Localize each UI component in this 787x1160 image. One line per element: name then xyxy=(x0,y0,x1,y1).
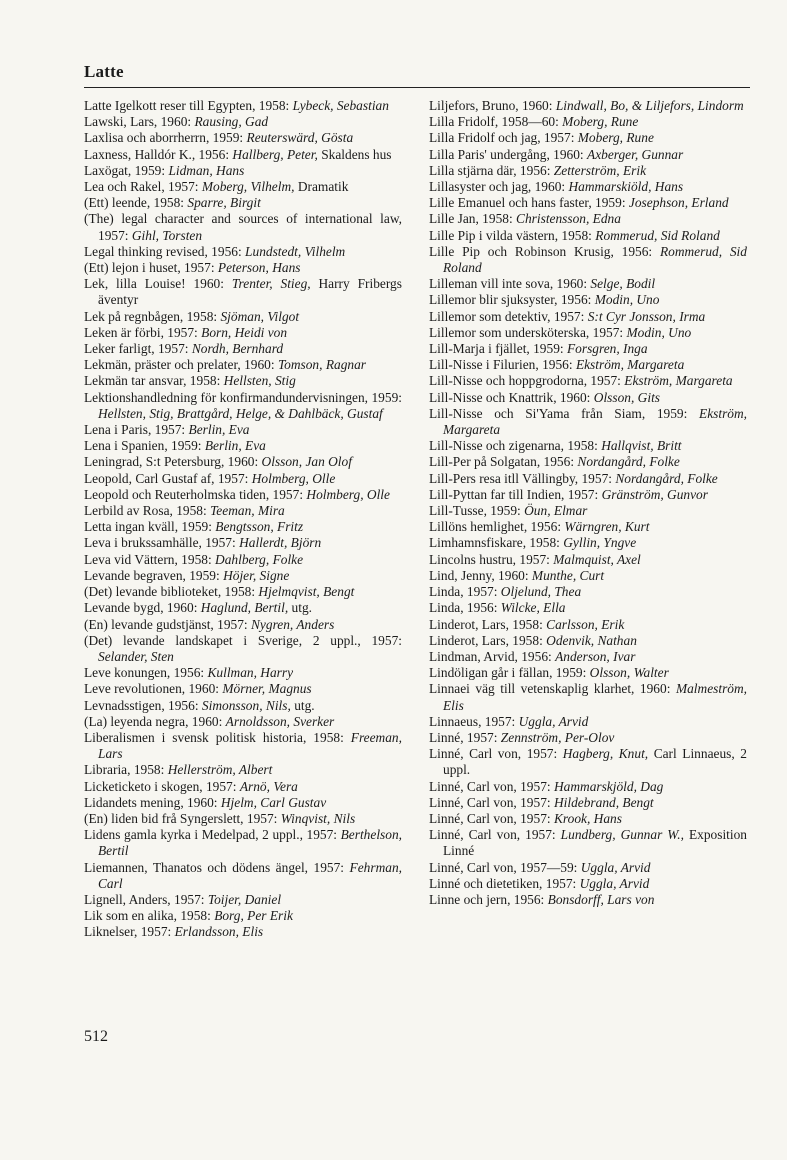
index-entry xyxy=(84,422,402,438)
entry-note: utg. xyxy=(291,600,313,616)
entry-author: Modin, Uno xyxy=(594,292,660,308)
index-entry xyxy=(429,617,747,633)
entry-note: Harry Fribergs äventyr xyxy=(98,276,402,308)
index-entry xyxy=(84,503,402,519)
entry-title: Linne och jern, 1956: xyxy=(429,891,545,907)
entry-author: Hellerström, Albert xyxy=(167,762,273,778)
index-entry xyxy=(429,665,747,681)
index-entry xyxy=(84,795,402,811)
entry-title: Lill-Pyttan far till Indien, 1957: xyxy=(429,486,599,502)
entry-title: Lille Pip i vilda västern, 1958: xyxy=(429,227,592,243)
entry-title: Lena i Spanien, 1959: xyxy=(84,438,202,454)
index-entry xyxy=(429,179,747,195)
header-rule xyxy=(84,87,750,88)
index-entry xyxy=(84,357,402,373)
entry-title: Lawski, Lars, 1960: xyxy=(84,114,192,130)
entry-title: Lill-Tusse, 1959: xyxy=(429,503,521,519)
index-entry xyxy=(429,503,747,519)
entry-title: Latte Igelkott reser till Egypten, 1958: xyxy=(84,98,290,113)
entry-title: Linné, Carl von, 1957: xyxy=(429,810,551,826)
index-entry xyxy=(84,827,402,859)
entry-title: Leve konungen, 1956: xyxy=(84,665,205,681)
index-entry xyxy=(84,584,402,600)
entry-author: Christensson, Edna xyxy=(516,211,621,227)
entry-author: Höjer, Signe xyxy=(223,567,290,583)
index-entry xyxy=(429,892,747,908)
entry-title: Lillemor som detektiv, 1957: xyxy=(429,308,585,324)
entry-title: Lilla Fridolf, 1958—60: xyxy=(429,114,559,130)
index-entry xyxy=(84,681,402,697)
entry-note: Skaldens hus xyxy=(321,146,392,162)
index-entry xyxy=(429,779,747,795)
running-header: Latte xyxy=(84,62,124,81)
entry-title: Lena i Paris, 1957: xyxy=(84,422,186,438)
entry-author: Hallerdt, Björn xyxy=(239,535,322,551)
entry-title: Lille Jan, 1958: xyxy=(429,211,513,227)
entry-title: Laxness, Halldór K., 1956: xyxy=(84,146,230,162)
entry-title: Leopold, Carl Gustaf af, 1957: xyxy=(84,470,249,486)
entry-author: Mörner, Magnus xyxy=(222,681,312,697)
index-entry xyxy=(429,292,747,308)
entry-author: Borg, Per Erik xyxy=(214,908,293,924)
entry-title: Lekmän, präster och prelater, 1960: xyxy=(84,357,275,373)
index-entry xyxy=(84,438,402,454)
index-entry xyxy=(84,130,402,146)
index-entry xyxy=(84,211,402,243)
entry-title: Levnadsstigen, 1956: xyxy=(84,697,199,713)
entry-title: Lill-Marja i fjället, 1959: xyxy=(429,341,564,357)
entry-author: Wärngren, Kurt xyxy=(564,519,650,535)
entry-title: Laxlisa och aborrherrn, 1959: xyxy=(84,130,244,146)
index-entry xyxy=(84,617,402,633)
entry-author: Hellsten, Stig, Brattgård, Helge, & Dahlbäck, Gustaf xyxy=(98,405,383,421)
entry-author: Ekström, Margareta xyxy=(624,373,733,389)
entry-author: Haglund, Bertil, xyxy=(200,600,289,616)
index-entry xyxy=(84,860,402,892)
entry-title: Laxögat, 1959: xyxy=(84,162,166,178)
index-entry xyxy=(84,325,402,341)
entry-author: Uggla, Arvid xyxy=(579,875,650,891)
entry-author: Teeman, Mira xyxy=(210,503,285,519)
entry-note: Carl Linnaeus, 2 uppl. xyxy=(443,746,747,778)
entry-title: Leningrad, S:t Petersburg, 1960: xyxy=(84,454,259,470)
index-entry xyxy=(429,309,747,325)
entry-title: Lekmän tar ansvar, 1958: xyxy=(84,373,221,389)
index-entry xyxy=(429,195,747,211)
entry-author: Bonsdorff, Lars von xyxy=(547,891,655,907)
index-entry xyxy=(429,600,747,616)
entry-author: Gihl, Torsten xyxy=(131,227,203,243)
entry-title: Lerbild av Rosa, 1958: xyxy=(84,503,207,519)
entry-author: Wilcke, Ella xyxy=(500,600,566,616)
entry-author: Peterson, Hans xyxy=(217,260,301,276)
entry-title: (La) leyenda negra, 1960: xyxy=(84,713,223,729)
entry-title: Lilla stjärna där, 1956: xyxy=(429,162,551,178)
entry-author: Uggla, Arvid xyxy=(580,859,651,875)
entry-title: Leopold och Reuterholmska tiden, 1957: xyxy=(84,486,304,502)
entry-title: Linda, 1956: xyxy=(429,600,498,616)
entry-title: (En) liden bid frå Syngerslett, 1957: xyxy=(84,810,278,826)
index-entry xyxy=(84,779,402,795)
entry-title: Leken är förbi, 1957: xyxy=(84,324,198,340)
entry-author: Rommerud, Sid Roland xyxy=(443,243,747,276)
entry-author: Hammarskiöld, Hans xyxy=(568,179,684,195)
entry-author: Bengtsson, Fritz xyxy=(215,519,304,535)
index-entry xyxy=(429,228,747,244)
entry-author: Zetterström, Erik xyxy=(553,162,647,178)
index-entry xyxy=(84,163,402,179)
entry-title: Lill-Per på Solgatan, 1956: xyxy=(429,454,575,470)
entry-title: Lilla Paris' undergång, 1960: xyxy=(429,146,584,162)
index-entry xyxy=(429,357,747,373)
index-entry xyxy=(429,276,747,292)
entry-author: Krook, Hans xyxy=(553,810,622,826)
entry-title: Lill-Nisse i Filurien, 1956: xyxy=(429,357,573,373)
entry-author: Berlin, Eva xyxy=(204,438,266,454)
entry-author: Malmeström, Elis xyxy=(443,681,747,713)
entry-author: Lundstedt, Vilhelm xyxy=(245,243,346,259)
entry-title: Lind, Jenny, 1960: xyxy=(429,567,529,583)
index-entry xyxy=(429,876,747,892)
entry-note: utg. xyxy=(294,697,315,713)
entry-author: Berthelson, Bertil xyxy=(98,827,402,859)
entry-author: Hildebrand, Bengt xyxy=(553,794,654,810)
entry-title: Levande bygd, 1960: xyxy=(84,600,198,616)
entry-author: Hallberg, Peter, xyxy=(232,146,318,162)
entry-author: Olsson, Jan Olof xyxy=(261,454,352,470)
index-entry xyxy=(429,147,747,163)
index-entry xyxy=(84,309,402,325)
entry-author: Ekström, Margareta xyxy=(443,405,747,438)
entry-title: (Det) levande biblioteket, 1958: xyxy=(84,584,256,600)
index-entry xyxy=(429,811,747,827)
index-entry xyxy=(429,325,747,341)
entry-title: Lille Emanuel och hans faster, 1959: xyxy=(429,195,626,211)
entry-author: Selander, Sten xyxy=(98,648,174,664)
entry-author: Arnoldsson, Sverker xyxy=(225,713,335,729)
entry-title: Lilleman vill inte sova, 1960: xyxy=(429,276,588,292)
entry-author: Hellsten, Stig xyxy=(223,373,296,389)
index-entry xyxy=(429,373,747,389)
entry-author: Olsson, Gits xyxy=(593,389,661,405)
entry-author: Fehrman, Carl xyxy=(98,859,402,891)
entry-author: Lundberg, Gunnar W., xyxy=(560,827,684,843)
entry-title: Lill-Pers resa itll Vällingby, 1957: xyxy=(429,470,612,486)
entry-title: (Ett) lejon i huset, 1957: xyxy=(84,260,215,276)
index-entry xyxy=(84,698,402,714)
entry-author: Winqvist, Nils xyxy=(280,810,356,826)
index-entry xyxy=(84,179,402,195)
index-entry xyxy=(84,454,402,470)
entry-title: Linderot, Lars, 1958: xyxy=(429,632,543,648)
entry-author: Hjelmqvist, Bengt xyxy=(258,584,355,600)
entry-title: Lignell, Anders, 1957: xyxy=(84,891,205,907)
index-entry xyxy=(429,130,747,146)
index-entry xyxy=(429,211,747,227)
page-number: 512 xyxy=(84,1028,108,1045)
index-entry xyxy=(84,811,402,827)
entry-title: Liljefors, Bruno, 1960: xyxy=(429,98,553,113)
entry-author: Uggla, Arvid xyxy=(518,713,589,729)
index-entry xyxy=(429,552,747,568)
index-entry xyxy=(429,795,747,811)
entry-title: Lill-Nisse och zigenarna, 1958: xyxy=(429,438,598,454)
index-entry xyxy=(429,390,747,406)
entry-author: Anderson, Ivar xyxy=(555,648,636,664)
index-entry xyxy=(429,438,747,454)
entry-author: Ekström, Margareta xyxy=(575,357,685,373)
entry-author: Holmberg, Olle xyxy=(306,486,390,502)
index-entry xyxy=(429,730,747,746)
entry-title: Linda, 1957: xyxy=(429,584,498,600)
index-entry xyxy=(84,195,402,211)
entry-title: (En) levande gudstjänst, 1957: xyxy=(84,616,248,632)
entry-author: Dahlberg, Folke xyxy=(215,551,304,567)
entry-title: Lek, lilla Louise! 1960: xyxy=(84,276,224,292)
index-entry xyxy=(84,244,402,260)
entry-title: Levande begraven, 1959: xyxy=(84,567,220,583)
entry-author: Moberg, Vilhelm, xyxy=(201,179,295,195)
entry-author: Toijer, Daniel xyxy=(207,891,282,907)
entry-author: Munthe, Curt xyxy=(531,567,605,583)
entry-title: Linné, Carl von, 1957: xyxy=(429,827,556,843)
index-entry xyxy=(429,827,747,859)
entry-title: Linderot, Lars, 1958: xyxy=(429,616,543,632)
entry-title: Linnaei väg till vetenskaplig klarhet, 1960: xyxy=(429,681,671,697)
entry-author: Freeman, Lars xyxy=(98,729,402,762)
entry-title: Lill-Nisse och Knattrik, 1960: xyxy=(429,389,591,405)
index-entry xyxy=(84,908,402,924)
index-column-left xyxy=(84,98,402,941)
index-entry xyxy=(84,924,402,940)
entry-author: Berlin, Eva xyxy=(188,422,250,438)
entry-author: Forsgren, Inga xyxy=(566,341,648,357)
entry-author: Holmberg, Olle xyxy=(251,470,336,486)
index-entry xyxy=(84,665,402,681)
index-entry xyxy=(84,568,402,584)
index-entry xyxy=(429,584,747,600)
entry-author: Erlandsson, Elis xyxy=(174,924,264,940)
index-entry xyxy=(429,471,747,487)
index-entry xyxy=(84,487,402,503)
entry-author: Nygren, Anders xyxy=(251,616,335,632)
entry-title: Liemannen, Thanatos och dödens ängel, 1957: xyxy=(84,859,345,875)
index-entry xyxy=(84,341,402,357)
index-column-right xyxy=(429,98,747,908)
entry-author: Lybeck, Sebastian xyxy=(292,98,389,113)
entry-title: Lillemor blir sjuksyster, 1956: xyxy=(429,292,592,308)
entry-title: Licketicketo i skogen, 1957: xyxy=(84,778,237,794)
entry-author: Nordangård, Folke xyxy=(577,454,680,470)
entry-author: Arnö, Vera xyxy=(239,778,298,794)
entry-author: Lindwall, Bo, & Liljefors, Lindorm xyxy=(555,98,744,113)
entry-author: Lidman, Hans xyxy=(168,162,245,178)
index-entry xyxy=(429,860,747,876)
entry-author: Zennström, Per-Olov xyxy=(500,729,615,745)
index-entry xyxy=(429,341,747,357)
index-entry xyxy=(84,519,402,535)
entry-title: Libraria, 1958: xyxy=(84,762,165,778)
index-entry xyxy=(429,454,747,470)
index-entry xyxy=(84,552,402,568)
index-entry xyxy=(84,260,402,276)
entry-author: Malmquist, Axel xyxy=(553,551,641,567)
entry-author: Rommerud, Sid Roland xyxy=(595,227,720,243)
entry-title: (The) legal character and sources of international law, 1957: xyxy=(84,211,402,243)
index-entry xyxy=(429,568,747,584)
entry-author: Moberg, Rune xyxy=(577,130,654,146)
entry-title: Liberalismen i svensk politisk historia, 1958: xyxy=(84,729,344,745)
index-entry xyxy=(84,714,402,730)
entry-author: Odenvik, Nathan xyxy=(546,632,637,648)
index-entry xyxy=(84,390,402,422)
entry-title: Limhamnsfiskare, 1958: xyxy=(429,535,560,551)
index-entry xyxy=(84,730,402,762)
entry-author: Modin, Uno xyxy=(626,324,692,340)
entry-title: Lillasyster och jag, 1960: xyxy=(429,179,566,195)
entry-author: Born, Heidi von xyxy=(201,324,288,340)
index-entry xyxy=(84,147,402,163)
entry-author: Selge, Bodil xyxy=(590,276,656,292)
entry-title: Leve revolutionen, 1960: xyxy=(84,681,219,697)
entry-author: Simonsson, Nils, xyxy=(201,697,291,713)
entry-author: Kullman, Harry xyxy=(207,665,294,681)
entry-author: Olsson, Walter xyxy=(589,665,669,681)
index-entry xyxy=(84,98,402,114)
entry-title: (Ett) leende, 1958: xyxy=(84,195,185,211)
index-entry xyxy=(429,519,747,535)
entry-author: Öun, Elmar xyxy=(524,503,588,519)
entry-title: (Det) levande landskapet i Sverige, 2 uppl., 1957: xyxy=(84,632,402,648)
entry-author: Josephson, Erland xyxy=(628,195,729,211)
entry-author: Gränström, Gunvor xyxy=(601,486,708,502)
entry-author: Sjöman, Vilgot xyxy=(220,308,300,324)
index-entry xyxy=(429,649,747,665)
entry-title: Lidens gamla kyrka i Medelpad, 2 uppl., 1957: xyxy=(84,827,338,843)
entry-author: Hagberg, Knut, xyxy=(562,746,649,762)
index-entry xyxy=(429,98,747,114)
index-entry xyxy=(84,762,402,778)
entry-title: Linnaeus, 1957: xyxy=(429,713,516,729)
entry-title: Lillemor som undersköterska, 1957: xyxy=(429,324,624,340)
entry-author: Trenter, Stieg, xyxy=(231,276,311,292)
index-entry xyxy=(84,600,402,616)
index-entry xyxy=(429,633,747,649)
entry-author: Nordh, Bernhard xyxy=(191,341,284,357)
entry-title: Linné, Carl von, 1957: xyxy=(429,746,558,762)
index-entry xyxy=(84,276,402,308)
entry-author: Tomson, Ragnar xyxy=(277,357,366,373)
index-entry xyxy=(429,681,747,713)
entry-author: S:t Cyr Jonsson, Irma xyxy=(587,308,706,324)
entry-title: Leker farligt, 1957: xyxy=(84,341,189,357)
entry-title: Lill-Nisse och Si'Yama från Siam, 1959: xyxy=(429,405,688,421)
entry-author: Gyllin, Yngve xyxy=(563,535,637,551)
entry-title: Lektionshandledning för konfirmandundervisningen, 1959: xyxy=(84,389,402,405)
entry-author: Sparre, Birgit xyxy=(187,195,261,211)
index-entry xyxy=(429,746,747,778)
entry-title: Lillöns hemlighet, 1956: xyxy=(429,519,562,535)
entry-title: Leva i brukssamhälle, 1957: xyxy=(84,535,236,551)
index-entry xyxy=(429,244,747,276)
entry-author: Hammarskjöld, Dag xyxy=(553,778,664,794)
entry-title: Linné, 1957: xyxy=(429,729,498,745)
index-entry xyxy=(84,535,402,551)
entry-author: Rausing, Gad xyxy=(194,114,269,130)
entry-title: Lidandets mening, 1960: xyxy=(84,794,218,810)
entry-note: Exposition Linné xyxy=(443,827,747,859)
index-entry xyxy=(429,163,747,179)
entry-title: Legal thinking revised, 1956: xyxy=(84,243,242,259)
entry-title: Letta ingan kväll, 1959: xyxy=(84,519,212,535)
index-entry xyxy=(429,535,747,551)
index-entry xyxy=(84,471,402,487)
index-entry xyxy=(84,373,402,389)
index-entry xyxy=(429,487,747,503)
entry-title: Lik som en alika, 1958: xyxy=(84,908,211,924)
entry-title: Lindman, Arvid, 1956: xyxy=(429,648,552,664)
entry-title: Linné, Carl von, 1957: xyxy=(429,794,551,810)
entry-title: Lek på regnbågen, 1958: xyxy=(84,308,218,324)
index-entry xyxy=(429,714,747,730)
entry-title: Leva vid Vättern, 1958: xyxy=(84,551,212,567)
index-entry xyxy=(84,892,402,908)
entry-title: Linné, Carl von, 1957: xyxy=(429,778,551,794)
entry-title: Lindöligan går i fällan, 1959: xyxy=(429,665,587,681)
index-entry xyxy=(84,114,402,130)
entry-author: Axberger, Gunnar xyxy=(587,146,684,162)
index-entry xyxy=(429,114,747,130)
entry-author: Nordangård, Folke xyxy=(615,470,718,486)
entry-author: Moberg, Rune xyxy=(562,114,639,130)
entry-author: Oljelund, Thea xyxy=(500,584,582,600)
entry-title: Lilla Fridolf och jag, 1957: xyxy=(429,130,575,146)
entry-author: Reuterswärd, Gösta xyxy=(246,130,354,146)
index-entry xyxy=(84,633,402,665)
entry-title: Lincolns hustru, 1957: xyxy=(429,551,550,567)
index-entry xyxy=(429,406,747,438)
entry-title: Liknelser, 1957: xyxy=(84,924,172,940)
entry-title: Lea och Rakel, 1957: xyxy=(84,179,199,195)
entry-author: Carlsson, Erik xyxy=(546,616,625,632)
entry-note: Dramatik xyxy=(297,179,349,195)
entry-title: Linné, Carl von, 1957—59: xyxy=(429,859,578,875)
entry-author: Hallqvist, Britt xyxy=(601,438,682,454)
entry-title: Lill-Nisse och hoppgrodorna, 1957: xyxy=(429,373,621,389)
entry-title: Lille Pip och Robinson Krusig, 1956: xyxy=(429,243,653,259)
entry-title: Linné och dietetiken, 1957: xyxy=(429,875,577,891)
entry-author: Hjelm, Carl Gustav xyxy=(220,794,327,810)
